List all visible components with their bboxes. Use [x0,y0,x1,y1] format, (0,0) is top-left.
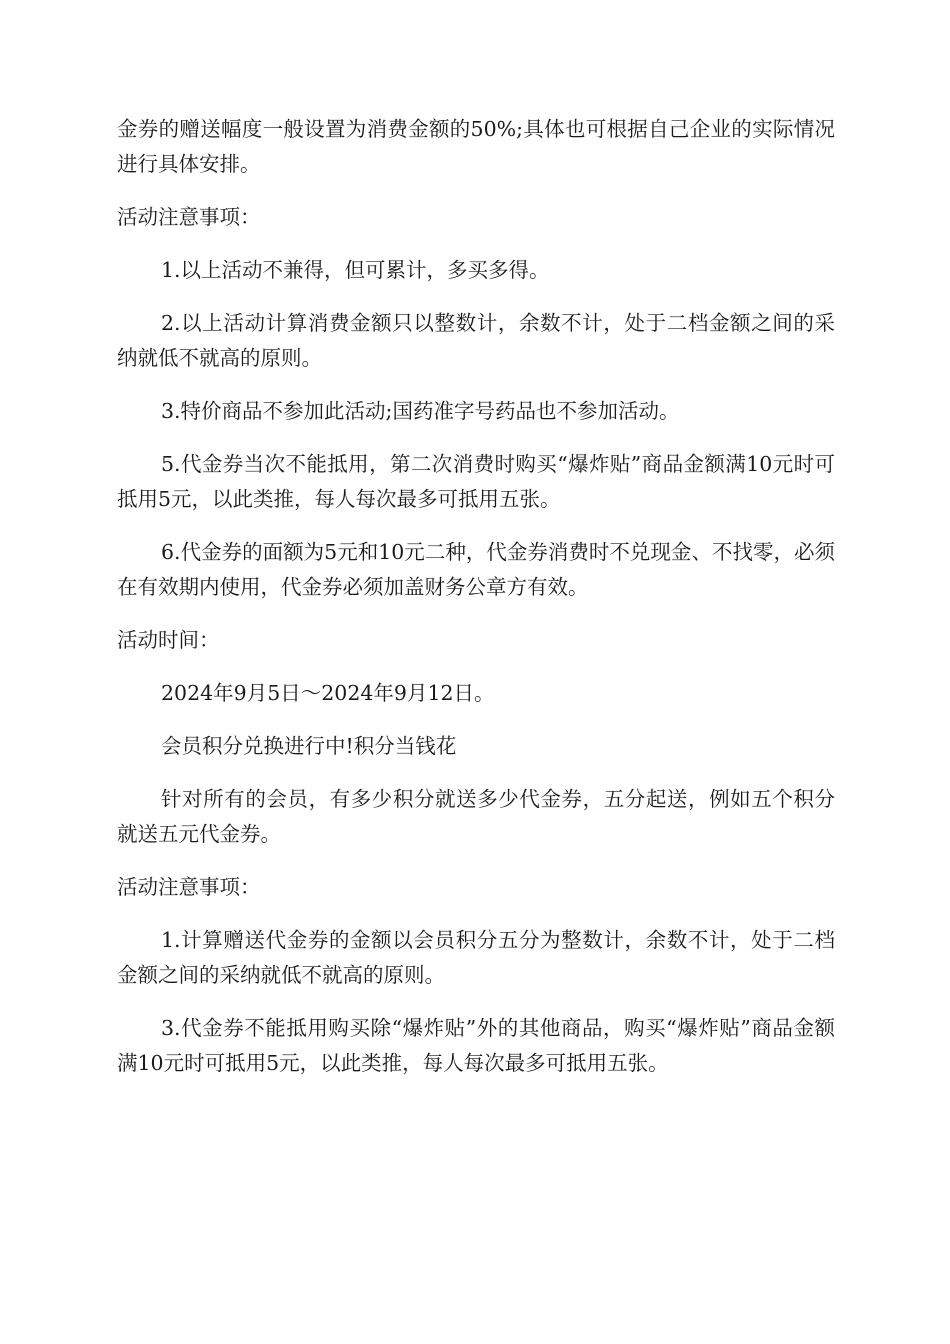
points-note-item-1: 1.计算赠送代金券的金额以会员积分五分为整数计，余数不计，处于二档金额之间的采纳就低不就高的原则。 [117,928,835,987]
document-page [117,112,835,1099]
note-item-5: 5.代金券当次不能抵用，第二次消费时购买“爆炸贴”商品金额满10元时可抵用5元，以此类推，每人每次最多可抵用五张。 [117,452,835,511]
member-points-title: 会员积分兑换进行中!积分当钱花 [161,734,457,758]
note-item-6: 6.代金券的面额为5元和10元二种，代金券消费时不兑现金、不找零，必须在有效期内使用，代金券必须加盖财务公章方有效。 [117,540,835,599]
paragraph-intro: 金券的赠送幅度一般设置为消费金额的50%;具体也可根据自己企业的实际情况进行具体安排。 [117,117,835,176]
note-item-2: 2.以上活动计算消费金额只以整数计，余数不计，处于二档金额之间的采纳就低不就高的原则。 [117,311,835,370]
heading-activity-time: 活动时间： [117,628,220,652]
heading-notes-1: 活动注意事项： [117,205,261,229]
points-note-item-3: 3.代金券不能抵用购买除“爆炸贴”外的其他商品，购买“爆炸贴”商品金额满10元时可抵用5元，以此类推，每人每次最多可抵用五张。 [117,1016,835,1075]
member-points-description: 针对所有的会员，有多少积分就送多少代金券，五分起送，例如五个积分就送五元代金券。 [117,787,835,846]
note-item-3: 3.特价商品不参加此活动;国药准字号药品也不参加活动。 [161,399,680,423]
note-item-1: 1.以上活动不兼得，但可累计，多买多得。 [161,258,550,282]
heading-notes-2: 活动注意事项： [117,875,261,899]
activity-date-range: 2024年9月5日～2024年9月12日。 [161,681,495,705]
